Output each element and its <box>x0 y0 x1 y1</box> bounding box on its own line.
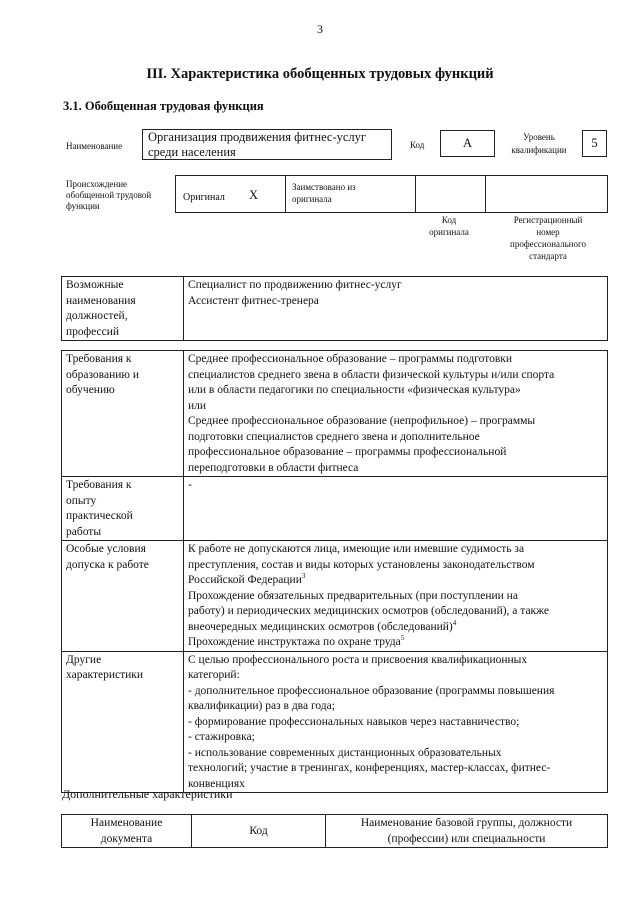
row-value-line: специалистов среднего звена в области физической культуры и/или спорта <box>188 368 555 381</box>
col-code <box>192 815 326 848</box>
row-value-line <box>188 573 603 589</box>
caption-reg-line4: стандарта <box>529 251 567 261</box>
other-value <box>184 651 608 793</box>
origin-label-line2: обобщенной трудовой <box>66 190 152 200</box>
page-number: 3 <box>317 22 323 36</box>
header-line: Код <box>249 824 268 837</box>
row-label-line: опыту <box>66 494 97 507</box>
caption-code-line2: оригинала <box>429 227 469 237</box>
row-value-line: работу) и периодических медицинских осмотров (обследований), а также <box>188 605 550 617</box>
additional-table <box>61 814 608 848</box>
row-value-line: конвенциях <box>188 777 245 790</box>
caption-code-line1: Код <box>441 215 457 225</box>
row-value-line: - стажировка; <box>188 731 255 743</box>
education-label <box>62 351 184 477</box>
row-label-line: образованию и <box>66 368 139 381</box>
level-value-box <box>582 130 607 157</box>
line-text: Прохождение инструктажа по охране труда <box>188 636 401 648</box>
positions-label-line: должностей, <box>66 310 128 322</box>
positions-value-line: Специалист по продвижению фитнес-услуг <box>188 279 402 291</box>
level-value: 5 <box>591 136 598 150</box>
footnote-ref: 3 <box>301 572 306 581</box>
row-label-line: Требования к <box>66 353 132 365</box>
requirements-table <box>61 350 608 793</box>
original-label: Оригинал <box>183 192 225 203</box>
row-value-line: категорий: <box>188 669 240 681</box>
line-text: Российской Федерации <box>188 574 302 586</box>
positions-label-line: наименования <box>66 294 136 307</box>
row-value-line: переподготовки в области фитнеса <box>188 461 359 474</box>
header-line: документа <box>100 832 153 845</box>
borrowed-line2: оригинала <box>292 194 332 204</box>
row-label-line: допуска к работе <box>66 558 149 571</box>
caption-reg-line3: профессионального <box>510 239 586 249</box>
header-line: Наименование базовой группы, должности <box>360 817 573 829</box>
education-value <box>184 351 608 477</box>
row-label-line: Другие <box>66 653 102 666</box>
row-label-line: характеристики <box>66 669 144 681</box>
header-line: (профессии) или специальности <box>387 832 546 845</box>
positions-label-line: профессий <box>66 325 120 338</box>
code-value-box <box>440 130 495 157</box>
name-label: Наименование <box>66 141 123 151</box>
row-label-line: Особые условия <box>66 543 146 555</box>
row-value-line: - <box>188 479 192 491</box>
original-mark: X <box>249 188 259 202</box>
table-row <box>62 651 608 793</box>
code-value: A <box>462 136 473 150</box>
name-value-line2: среди населения <box>148 145 236 159</box>
origin-label-line1: Происхождение <box>66 179 128 189</box>
col-group-name <box>326 815 608 848</box>
origin-table <box>175 175 608 213</box>
footnote-ref: 4 <box>452 618 457 627</box>
positions-table <box>61 276 608 341</box>
row-value-line: квалификации) раз в два года; <box>188 700 335 712</box>
code-label: Код <box>410 140 425 150</box>
caption-reg-line2: номер <box>536 227 560 237</box>
row-value-line: преступления, состав и виды которых установлены законодательством <box>188 558 535 571</box>
row-value-line: Среднее профессиональное образование (непрофильное) – программы <box>188 415 536 427</box>
positions-value-line: Ассистент фитнес-тренера <box>188 294 319 307</box>
row-value-line <box>188 620 603 636</box>
positions-value <box>184 277 608 341</box>
other-label <box>62 651 184 793</box>
row-value-line: Прохождение обязательных предварительных (при поступлении на <box>188 589 518 602</box>
row-value-line: Среднее профессиональное образование – программы подготовки <box>188 353 513 365</box>
line-text: внеочередных медицинских осмотров (обследований) <box>188 620 453 633</box>
row-value-line: профессиональное образование – программы профессиональной <box>188 446 507 458</box>
row-value-line <box>188 635 603 651</box>
admission-value <box>184 541 608 652</box>
name-value-line1: Организация продвижения фитнес-услуг <box>148 130 367 144</box>
table-row <box>62 477 608 541</box>
row-label-line: практической <box>66 510 133 522</box>
additional-title: Дополнительные характеристики <box>62 787 233 801</box>
row-value-line: - дополнительное профессиональное образование (программы повышения <box>188 684 555 697</box>
section-title: III. Характеристика обобщенных трудовых функций <box>146 66 494 82</box>
level-label-line2: квалификации <box>511 145 567 155</box>
row-value-line: - использование современных дистанционных образовательных <box>188 746 502 759</box>
row-label-line: Требования к <box>66 479 132 491</box>
positions-label-line: Возможные <box>66 279 124 291</box>
row-value-line: или в области педагогики по специальности «физическая культура» <box>188 384 521 396</box>
origin-label-line3: функции <box>66 201 100 211</box>
borrowed-line1: Заимствовано из <box>292 182 356 192</box>
level-label-line1: Уровень <box>523 132 555 142</box>
footnote-ref: 5 <box>400 634 405 643</box>
row-value-line: подготовки специалистов среднего звена и дополнительное <box>188 430 480 443</box>
table-row <box>62 541 608 652</box>
col-document <box>62 815 192 848</box>
admission-label <box>62 541 184 652</box>
row-label-line: обучению <box>66 384 115 396</box>
table-row <box>62 351 608 477</box>
row-value-line: - формирование профессиональных навыков через наставничество; <box>188 715 520 728</box>
row-label-line: работы <box>66 525 102 538</box>
row-value-line: или <box>188 399 207 412</box>
row-value-line: К работе не допускаются лица, имеющие или имевшие судимость за <box>188 543 525 555</box>
positions-label <box>62 277 184 341</box>
experience-label <box>62 477 184 541</box>
row-value-line: С целью профессионального роста и присвоения квалификационных <box>188 653 528 666</box>
row-value-line: технологий; участие в тренингах, конференциях, мастер-классах, фитнес- <box>188 762 551 774</box>
caption-reg-line1: Регистрационный <box>513 215 583 225</box>
experience-value <box>184 477 608 541</box>
header-line: Наименование <box>90 817 163 829</box>
name-value-box <box>142 129 392 160</box>
subsection-title: 3.1. Обобщенная трудовая функция <box>63 99 264 113</box>
